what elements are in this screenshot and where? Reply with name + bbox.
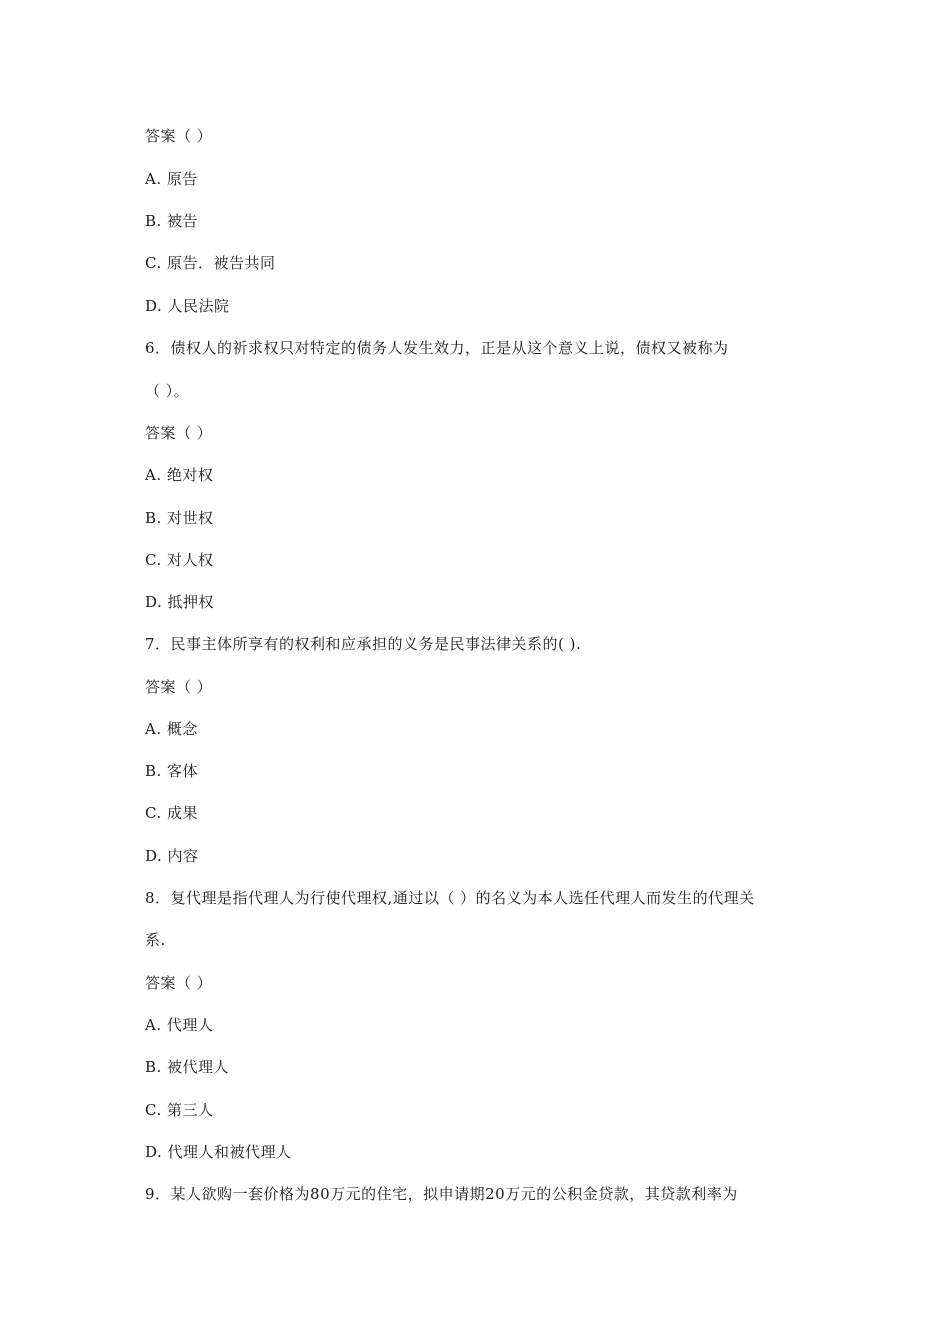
question-6: 6．债权人的祈求权只对特定的债务人发生效力，正是从这个意义上说，债权又被称为 — [145, 339, 729, 357]
option-d: D. 内容 — [145, 847, 199, 865]
option-b: B. 对世权 — [145, 509, 214, 527]
option-b: B. 被代理人 — [145, 1058, 230, 1076]
answer-line: 答案（ ） — [145, 678, 213, 696]
answer-line: 答案（ ） — [145, 127, 213, 145]
option-c: C. 对人权 — [145, 551, 214, 569]
question-6-continued: （ ）。 — [145, 382, 190, 400]
option-d: D. 代理人和被代理人 — [145, 1143, 292, 1161]
option-c: C. 第三人 — [145, 1101, 214, 1119]
option-d: D. 抵押权 — [145, 593, 215, 611]
option-c: C. 成果 — [145, 804, 198, 822]
option-b: B. 被告 — [145, 212, 199, 230]
option-a: A. 概念 — [145, 720, 198, 738]
question-7: 7．民事主体所享有的权利和应承担的义务是民事法律关系的( ). — [145, 635, 582, 653]
answer-line: 答案（ ） — [145, 974, 213, 992]
option-a: A. 绝对权 — [145, 466, 214, 484]
option-a: A. 代理人 — [145, 1016, 214, 1034]
question-8: 8．复代理是指代理人为行使代理权,通过以（ ）的名义为本人选任代理人而发生的代理关 — [145, 889, 755, 907]
answer-line: 答案（ ） — [145, 424, 213, 442]
option-d: D. 人民法院 — [145, 297, 230, 315]
option-a: A. 原告 — [145, 170, 198, 188]
question-8-continued: 系. — [145, 931, 166, 949]
question-9: 9．某人欲购一套价格为80万元的住宅，拟申请期20万元的公积金贷款，其贷款利率为 — [145, 1185, 738, 1203]
option-b: B. 客体 — [145, 762, 199, 780]
option-c: C. 原告．被告共同 — [145, 254, 276, 272]
